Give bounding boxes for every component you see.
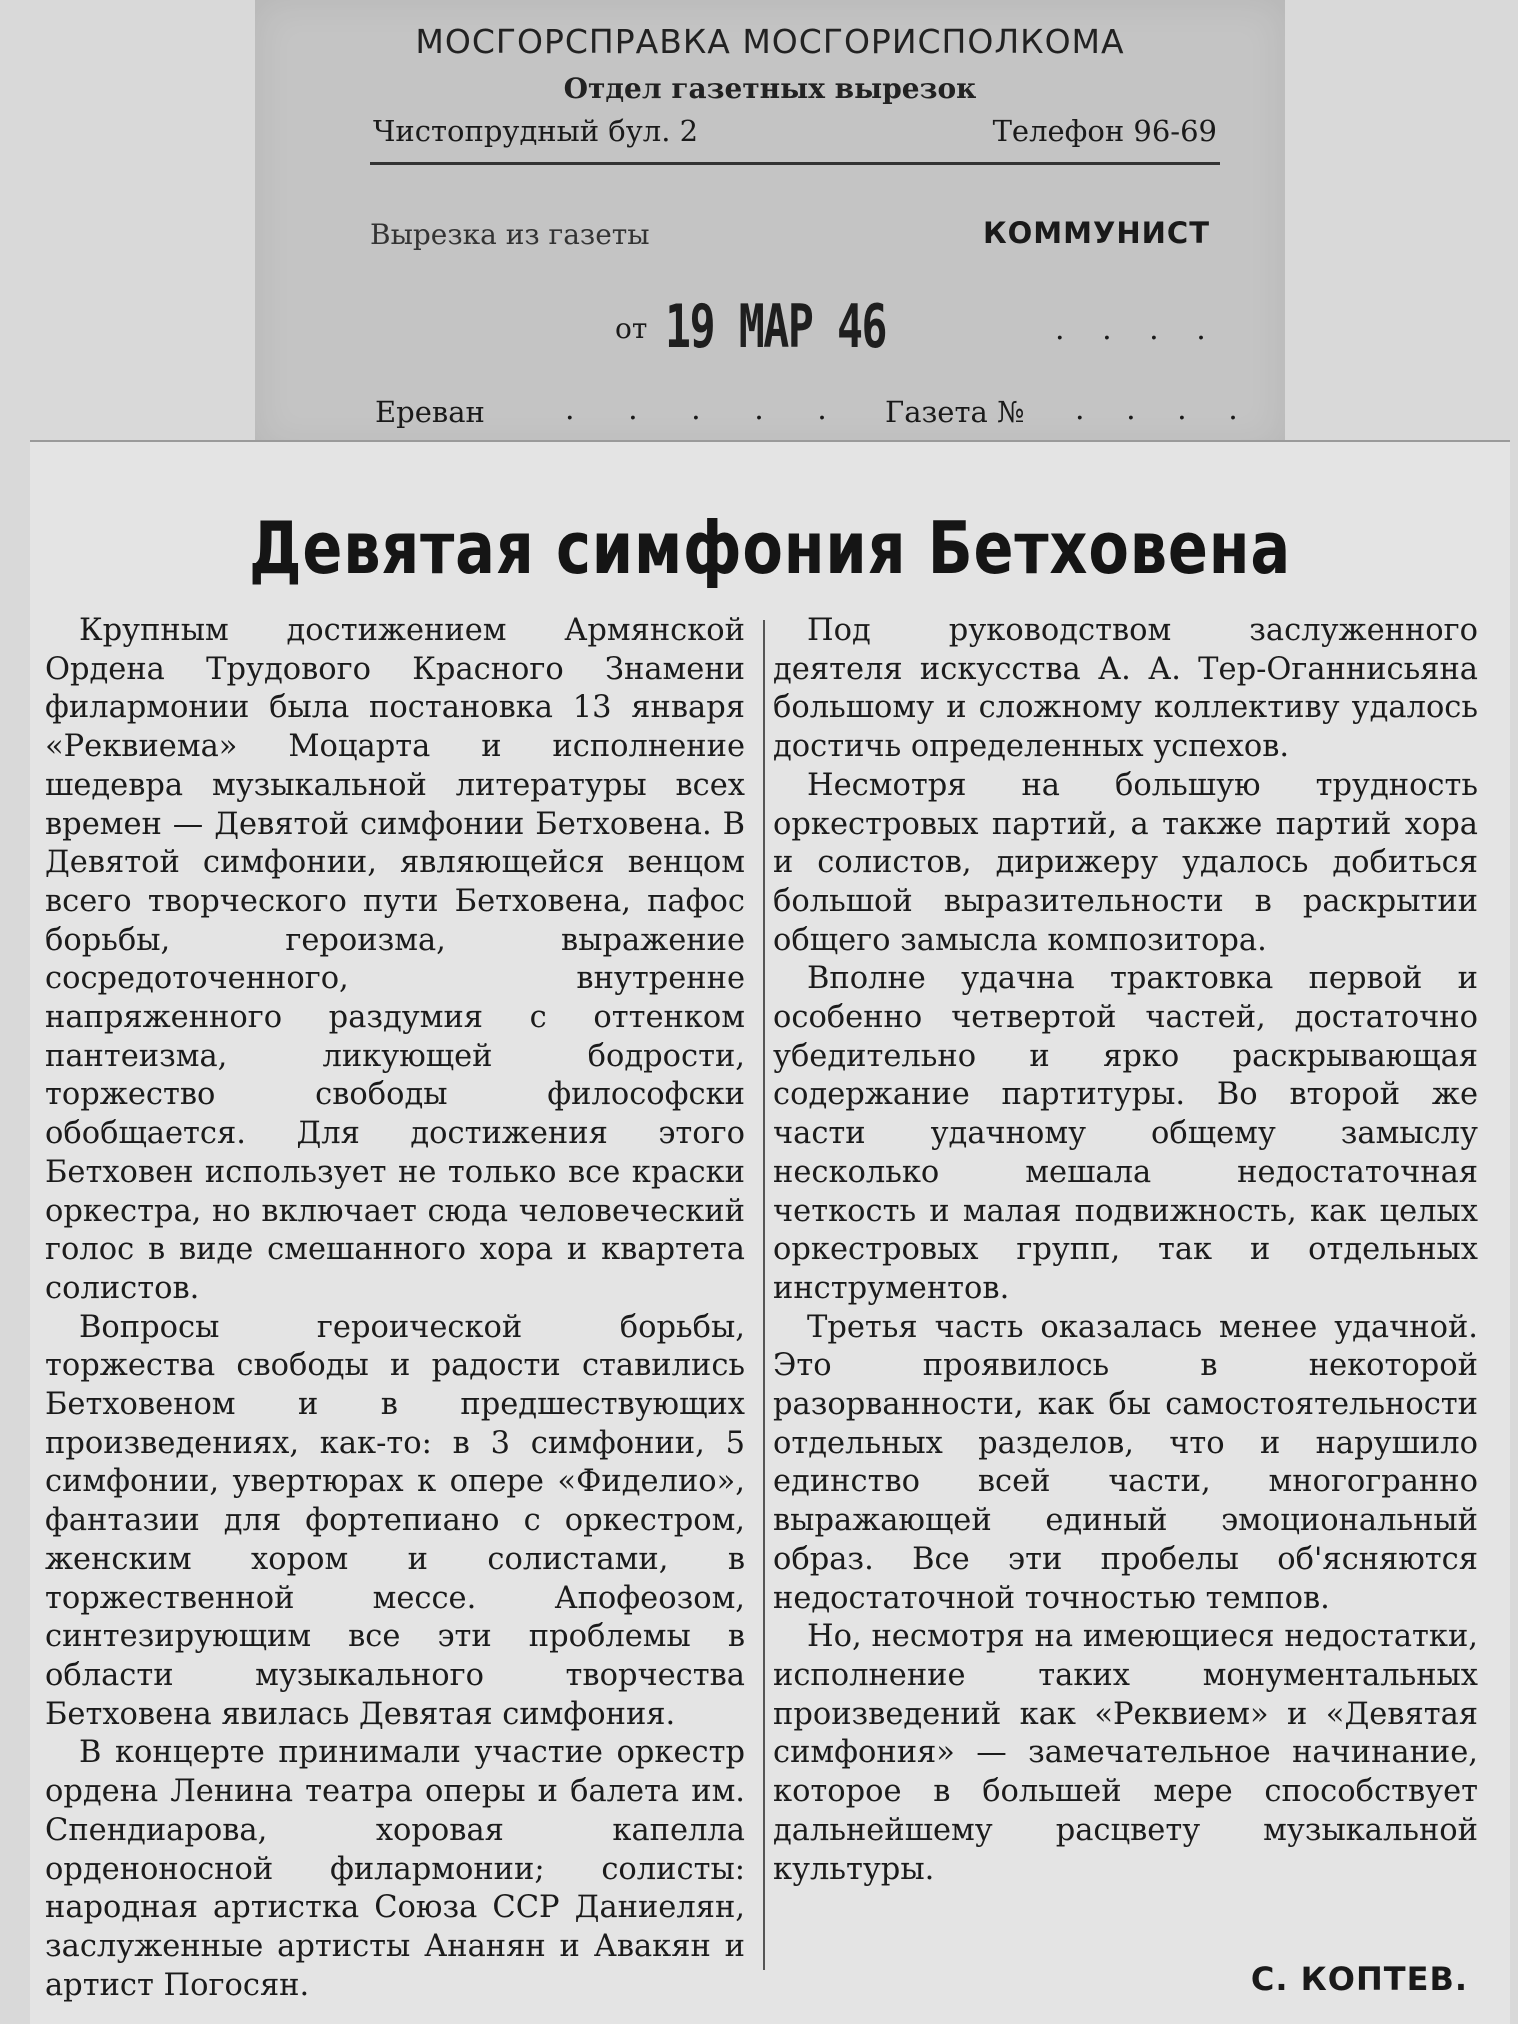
header-rule	[370, 162, 1220, 165]
organization-name: МОСГОРСПРАВКА МОСГОРИСПОЛКОМА	[415, 22, 1125, 61]
paragraph: Крупным достижением Армянской Ордена Трудового Красного Знамени филармонии была постановка 13 января «Реквиема» Моцарта и исполнение шедевра музыкальной литературы всех времен — Девятой симфонии Бетховена. В Девятой симфонии, являющейся венцом всего творческого пути Бетховена, пафос борьбы, героизма, выражение сосредоточенного, внутренне напряженного раздумия с оттенком пантеизма, ликующей бодрости, торжество свободы философски обобщается. Для достижения этого Бетховен использует не только все краски оркестра, но включает сюда человеческий голос в виде смешанного хора и квартета солистов.	[45, 613, 745, 1306]
city-name: Ереван	[375, 395, 485, 429]
newspaper-clipping	[30, 440, 1510, 2024]
clipping-label: Вырезка из газеты	[370, 218, 650, 251]
paragraph: Несмотря на большую трудность оркестровых партий, а также партий хора и солистов, дирижеру удалось добиться большой выразительности в раскрытии общего замысла композитора.	[773, 767, 1478, 958]
department-name: Отдел газетных вырезок	[563, 72, 977, 105]
author-signature: С. КОПТЕВ.	[1250, 1960, 1468, 1998]
paragraph: В концерте принимали участие оркестр ордена Ленина театра оперы и балета им. Спендиарова, хоровая капелла орденоносной филармонии; солисты: народная артистка Союза ССР Даниелян, заслуженные артисты Ананян и Авакян и артист Погосян.	[45, 1735, 745, 2003]
from-label: от	[615, 312, 648, 345]
clipping-service-slip	[255, 0, 1285, 450]
newspaper-name: КОММУНИСТ	[982, 216, 1210, 250]
paragraph: Под руководством заслуженного деятеля искусства А. А. Тер-Оганнисьяна большому и сложному коллективу удалось достичь определенных успехов.	[773, 613, 1478, 765]
phone-number: Телефон 96-69	[992, 114, 1217, 148]
date-stamp: 19 МАР 46	[665, 292, 887, 362]
paragraph: Но, несмотря на имеющиеся недостатки, исполнение таких монументальных произведений как «Реквием» и «Девятая симфония» — замечательное начинание, которое в большей мере способствует дальнейшему расцвету музыкальной культуры.	[773, 1619, 1478, 1887]
address: Чистопрудный бул. 2	[373, 114, 699, 148]
paragraph: Вполне удачна трактовка первой и особенно четвертой частей, достаточно убедительно и ярко раскрывающая содержание партитуры. Во второй же части удачному общему замыслу несколько мешала недостаточная четкость и малая подвижность, как целых оркестровых групп, так и отдельных инструментов.	[773, 961, 1478, 1306]
issue-label: Газета №	[885, 395, 1025, 429]
article-right-column	[773, 612, 1478, 1889]
issue-dots: . . . .	[1075, 392, 1254, 427]
article-title: Девятая симфония Бетховена	[248, 506, 1292, 590]
column-divider	[763, 620, 765, 1970]
article-left-column	[45, 612, 745, 2005]
paragraph: Третья часть оказалась менее удачной. Это проявилось в некоторой разорванности, как бы самостоятельности отдельных разделов, что и нарушило единство всей части, многогранно выражающей единый эмоциональный образ. Все эти пробелы об'ясняются недостаточной точностью темпов.	[773, 1309, 1478, 1616]
paragraph: Вопросы героической борьбы, торжества свободы и радости ставились Бетховеном и в предшествующих произведениях, как-то: в 3 симфонии, 5 симфонии, увертюрах к опере «Фиделио», фантазии для фортепиано с оркестром, женским хором и солистами, в торжественной мессе. Апофеозом, синтезирующим все эти проблемы в области музыкального творчества Бетховена явилась Девятая симфония.	[45, 1309, 745, 1732]
city-dots: . . . . .	[565, 392, 849, 427]
date-dots: . . . .	[1055, 312, 1220, 347]
